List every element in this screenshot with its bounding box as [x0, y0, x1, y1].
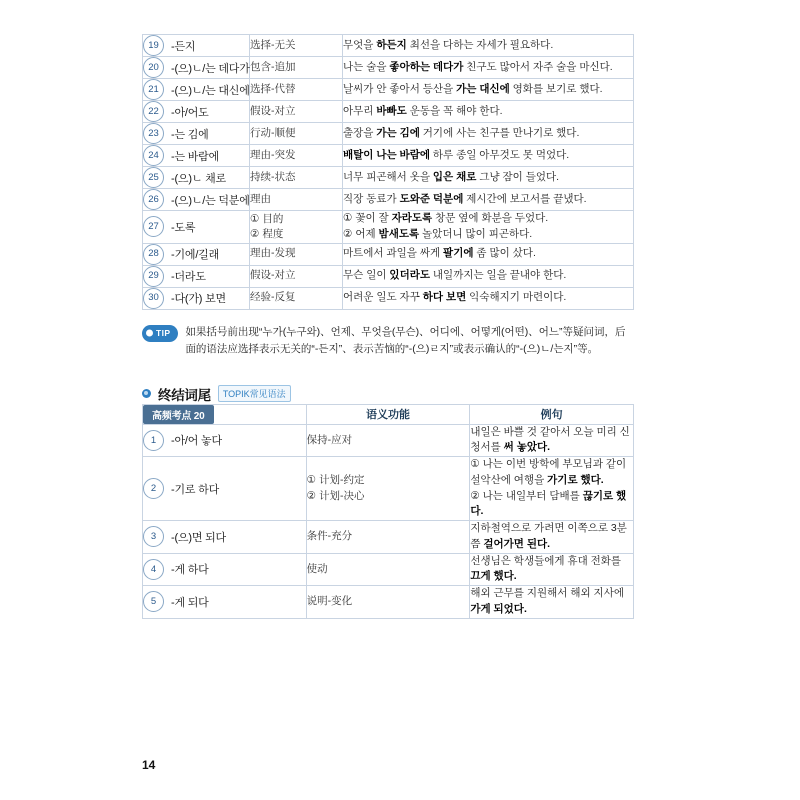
example-sentence-cell: 출장을 가는 김에 거기에 사는 친구를 만나기로 했다.	[343, 123, 634, 145]
example-sentence-cell: 무엇을 하든지 최선을 다하는 자세가 필요하다.	[343, 35, 634, 57]
semantic-function-cell: 经验-反复	[250, 287, 343, 309]
grammar-term: -게 되다	[171, 596, 209, 609]
row-badge: 24	[143, 145, 164, 166]
row-number-term-cell	[143, 167, 250, 189]
grammar-term: -(으)면 되다	[171, 531, 226, 544]
grammar-term: -(으)ㄴ/는 대신에	[171, 84, 250, 97]
row-badge: 28	[143, 244, 164, 265]
semantic-function-cell: 包含-追加	[250, 57, 343, 79]
semantic-function-cell: ① 计划-约定 ② 计划-决心	[306, 457, 470, 521]
tip-box	[142, 324, 634, 358]
bullet-icon	[142, 389, 151, 398]
table-row	[143, 145, 634, 167]
grammar-table-final-endings	[142, 404, 634, 619]
grammar-term: -기로 하다	[171, 483, 220, 496]
table-row	[143, 553, 634, 586]
row-badge: 1	[143, 430, 164, 451]
example-sentence-cell: 날씨가 안 좋아서 등산을 가는 대신에 영화를 보기로 했다.	[343, 79, 634, 101]
semantic-function-cell: 假设-对立	[250, 265, 343, 287]
section-heading	[142, 384, 744, 404]
table-row	[143, 189, 634, 211]
table-row	[143, 123, 634, 145]
row-number-term-cell	[143, 424, 307, 457]
table-row	[143, 521, 634, 554]
table-row	[143, 243, 634, 265]
example-sentence-cell: 선생님은 학생들에게 휴대 전화를 끄게 했다.	[470, 553, 634, 586]
table-row	[143, 79, 634, 101]
row-number-term-cell	[143, 145, 250, 167]
row-badge: 21	[143, 79, 164, 100]
header-cell-points: 高频考点 20	[143, 404, 307, 424]
row-number-term-cell	[143, 35, 250, 57]
grammar-term: -(으)ㄴ/는 덕분에	[171, 194, 250, 207]
semantic-function-cell: 行动-顺便	[250, 123, 343, 145]
semantic-function-cell: 理由-发现	[250, 243, 343, 265]
row-badge: 20	[143, 57, 164, 78]
table-row	[143, 457, 634, 521]
semantic-function-cell: 选择-无关	[250, 35, 343, 57]
tip-text: 如果括号前出现“누가(누구와)、언제、무엇을(무슨)、어디에、어떻게(어떤)、어느”等疑问词，后面的语法应选择表示无关的“-든지”、表示苦恼的“-(으)ㄹ지”或表示确认的“-(으)ㄴ/는지”等。	[185, 325, 626, 355]
example-sentence-cell: 나는 술을 좋아하는 데다가 친구도 많아서 자주 술을 마신다.	[343, 57, 634, 79]
row-badge: 4	[143, 559, 164, 580]
grammar-term: -아/어 놓다	[171, 435, 222, 448]
example-sentence-cell: ① 나는 이번 방학에 부모님과 같이 설악산에 여행을 가기로 했다. ② 나는 내일부터 담배를 끊기로 했다.	[470, 457, 634, 521]
table-row	[143, 287, 634, 309]
row-number-term-cell	[143, 265, 250, 287]
row-number-term-cell	[143, 101, 250, 123]
example-sentence-cell: 해외 근무를 지원해서 해외 지사에 가게 되었다.	[470, 586, 634, 619]
header-cell-function: 语义功能	[306, 404, 470, 424]
table-row	[143, 101, 634, 123]
section-subtitle-badge: TOPIK常见语法	[218, 385, 291, 402]
grammar-term: -다(가) 보면	[171, 293, 226, 305]
row-number-term-cell	[143, 123, 250, 145]
grammar-term: -(으)ㄴ 채로	[171, 172, 226, 185]
section-title: 终结词尾	[158, 387, 211, 403]
row-number-term-cell	[143, 243, 250, 265]
row-number-term-cell	[143, 457, 307, 521]
example-sentence-cell: 직장 동료가 도와준 덕분에 제시간에 보고서를 끝냈다.	[343, 189, 634, 211]
table-row	[143, 265, 634, 287]
grammar-table-connective-endings	[142, 34, 634, 310]
example-sentence-cell: 내일은 바쁠 것 같아서 오늘 미리 신청서를 써 놓았다.	[470, 424, 634, 457]
example-sentence-cell: 아무리 바빠도 운동을 꼭 해야 한다.	[343, 101, 634, 123]
tip-badge: TIP	[142, 325, 178, 343]
row-badge: 19	[143, 35, 164, 56]
example-sentence-cell: 마트에서 과일을 싸게 팔기에 좀 많이 샀다.	[343, 243, 634, 265]
semantic-function-cell: 说明-变化	[306, 586, 470, 619]
grammar-term: -든지	[171, 40, 196, 53]
grammar-term: -더라도	[171, 271, 206, 283]
grammar-term: -기에/길래	[171, 249, 220, 261]
row-number-term-cell	[143, 586, 307, 619]
row-badge: 30	[143, 288, 164, 309]
row-badge: 5	[143, 591, 164, 612]
grammar-term: -(으)ㄴ/는 데다가	[171, 62, 250, 75]
header-cell-example: 例句	[470, 404, 634, 424]
grammar-term: -는 김에	[171, 128, 209, 141]
page-number: 14	[142, 758, 156, 772]
example-sentence-cell: 지하철역으로 가려면 이쪽으로 3분쯤 걸어가면 된다.	[470, 521, 634, 554]
row-badge: 27	[143, 216, 164, 237]
semantic-function-cell: 保持-应对	[306, 424, 470, 457]
row-badge: 23	[143, 123, 164, 144]
row-number-term-cell	[143, 211, 250, 244]
example-sentence-cell: 무슨 일이 있더라도 내일까지는 일을 끝내야 한다.	[343, 265, 634, 287]
example-sentence-cell: ① 꽃이 잘 자라도록 창문 옆에 화분을 두었다. ② 어제 밤새도록 놀았더니 많이 피곤하다.	[343, 211, 634, 244]
semantic-function-cell: 持续-状态	[250, 167, 343, 189]
grammar-term: -아/어도	[171, 106, 209, 119]
row-badge: 22	[143, 101, 164, 122]
table-row	[143, 586, 634, 619]
row-number-term-cell	[143, 57, 250, 79]
row-number-term-cell	[143, 553, 307, 586]
row-badge: 25	[143, 167, 164, 188]
row-badge: 26	[143, 189, 164, 210]
row-badge: 3	[143, 526, 164, 547]
semantic-function-cell: 选择-代替	[250, 79, 343, 101]
grammar-term: -게 하다	[171, 564, 209, 577]
table-header-row	[143, 404, 634, 424]
semantic-function-cell: 理由	[250, 189, 343, 211]
table-row	[143, 424, 634, 457]
semantic-function-cell: 理由-突发	[250, 145, 343, 167]
row-number-term-cell	[143, 79, 250, 101]
row-badge: 29	[143, 266, 164, 287]
table-row	[143, 57, 634, 79]
semantic-function-cell: 使动	[306, 553, 470, 586]
semantic-function-cell: ① 目的 ② 程度	[250, 211, 343, 244]
table-row	[143, 211, 634, 244]
example-sentence-cell: 너무 피곤해서 옷을 입은 채로 그냥 잠이 들었다.	[343, 167, 634, 189]
semantic-function-cell: 假设-对立	[250, 101, 343, 123]
row-badge: 2	[143, 478, 164, 499]
row-number-term-cell	[143, 287, 250, 309]
table-row	[143, 167, 634, 189]
grammar-term: -도록	[171, 221, 196, 234]
example-sentence-cell: 배탈이 나는 바람에 하루 종일 아무것도 못 먹었다.	[343, 145, 634, 167]
row-number-term-cell	[143, 189, 250, 211]
example-sentence-cell: 어려운 일도 자꾸 하다 보면 익숙해지기 마련이다.	[343, 287, 634, 309]
table-row	[143, 35, 634, 57]
semantic-function-cell: 条件-充分	[306, 521, 470, 554]
grammar-term: -는 바람에	[171, 150, 220, 163]
row-number-term-cell	[143, 521, 307, 554]
